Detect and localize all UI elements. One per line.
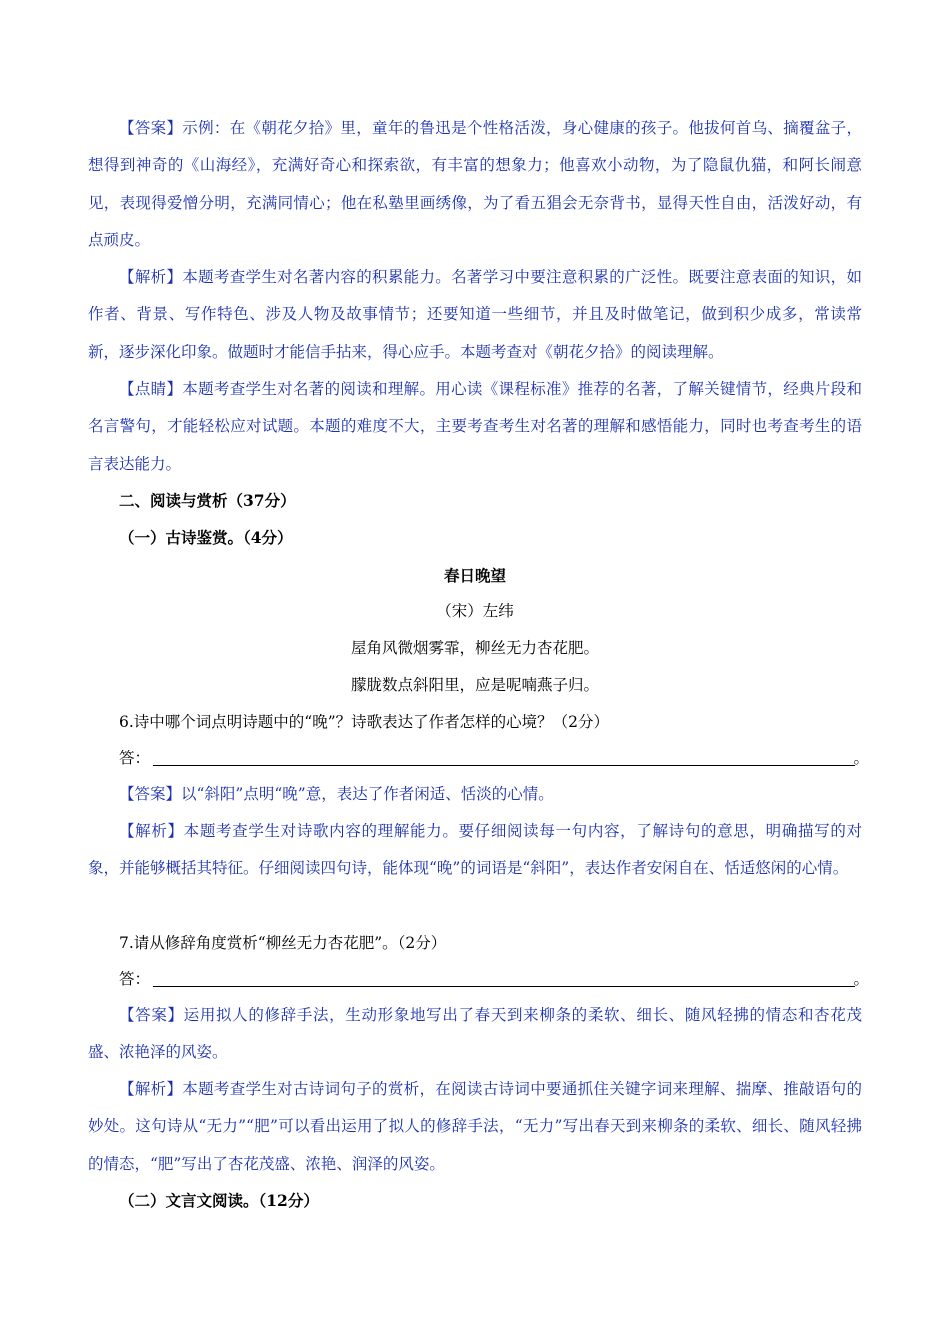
poem-author: （宋）左纬 (436, 602, 514, 620)
q7-analysis: 【解析】本题考查学生对古诗词句子的赏析，在阅读古诗词中要通抓住关键字词来理解、揣摩、推敲语句的妙处。这句诗从“无力”“肥”可以看出运用了拟人的修辞手法，“无力”写出春天到来柳条的柔软、细长、随风轻拂的情态，“肥”写出了杏花茂盛、浓艳、润泽的风姿。 (88, 1080, 862, 1173)
q6-answer-underline (153, 765, 855, 766)
subsection-classical-heading: （二）文言文阅读。（12分） (119, 1191, 319, 1210)
q6-end-mark: 。 (853, 749, 869, 767)
q5-tip: 【点睛】本题考查学生对名著的阅读和理解。用心读《课程标准》推荐的名著，了解关键情节，经典片段和名言警句，才能轻松应对试题。本题的难度不大，主要考查考生对名著的理解和感悟能力，同时也考查考生的语言表达能力。 (88, 380, 862, 473)
q5-answer: 【答案】示例：在《朝花夕拾》里，童年的鲁迅是个性格活泼，身心健康的孩子。他拔何首乌、摘覆盆子，想得到神奇的《山海经》，充满好奇心和探索欲，有丰富的想象力；他喜欢小动物，为了隐鼠仇猫，和阿长闹意见，表现得爱憎分明，充满同情心；他在私塾里画绣像，为了看五猖会无奈背书，显得天性自由，活泼好动，有点顽皮。 (88, 119, 862, 250)
q7-question: 7.请从修辞角度赏析“柳丝无力杏花肥”。（2分） (119, 934, 447, 952)
q7-answer: 【答案】运用拟人的修辞手法，生动形象地写出了春天到来柳条的柔软、细长、随风轻拂的情态和杏花茂盛、浓艳泽的风姿。 (88, 1006, 862, 1062)
q6-answer-label: 答： (119, 749, 151, 767)
q6-answer-field[interactable] (119, 746, 869, 770)
q6-answer: 【答案】以“斜阳”点明“晚”意，表达了作者闲适、恬淡的心情。 (119, 785, 554, 803)
q7-end-mark: 。 (853, 970, 869, 988)
q5-analysis: 【解析】本题考查学生对名著内容的积累能力。名著学习中要注意积累的广泛性。既要注意表面的知识，如作者、背景、写作特色、涉及人物及故事情节；还要知道一些细节，并且及时做笔记，做到积少成多，常读常新，逐步深化印象。做题时才能信手拈来，得心应手。本题考查对《朝花夕拾》的阅读理解。 (88, 268, 862, 361)
poem-line-1: 屋角风微烟雾霏，柳丝无力杏花肥。 (350, 639, 599, 657)
q7-answer-field[interactable] (119, 967, 869, 991)
q7-answer-underline (153, 986, 855, 987)
q6-question: 6.诗中哪个词点明诗题中的“晚”？诗歌表达了作者怎样的心境？（2分） (119, 713, 610, 731)
q6-analysis: 【解析】本题考查学生对诗歌内容的理解能力。要仔细阅读每一句内容，了解诗句的意思，明确描写的对象，并能够概括其特征。仔细阅读四句诗，能体现“晚”的词语是“斜阳”，表达作者安闲自在、恬适悠闲的心情。 (88, 822, 862, 878)
poem-line-2: 朦胧数点斜阳里，应是呢喃燕子归。 (350, 676, 599, 694)
q7-answer-label: 答： (119, 970, 151, 988)
subsection-poetry-heading: （一）古诗鉴赏。（4分） (119, 528, 293, 547)
section-heading: 二、阅读与赏析（37分） (119, 491, 296, 510)
poem-title: 春日晚望 (443, 566, 506, 585)
